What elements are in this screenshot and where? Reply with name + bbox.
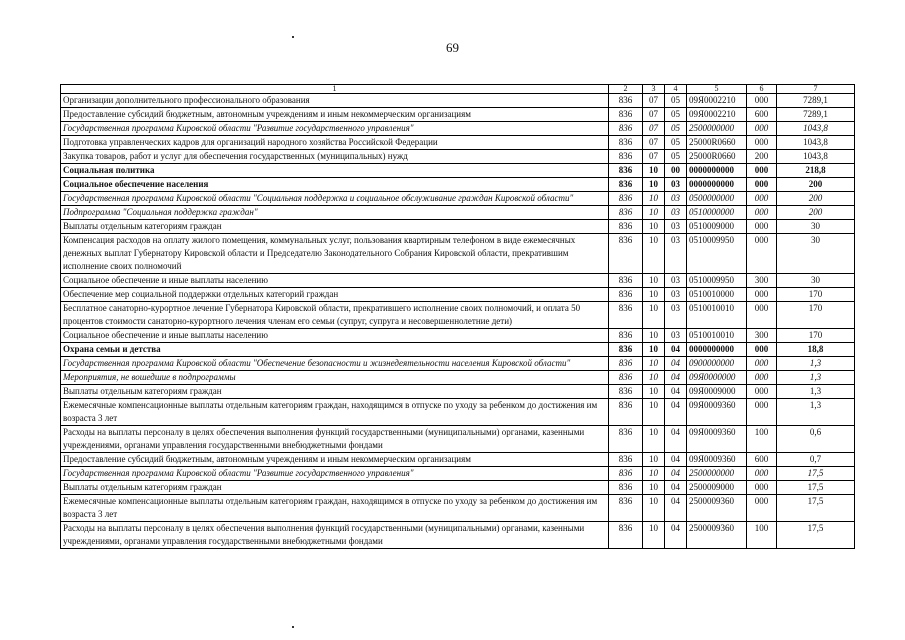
cell-expense-type: 000 — [747, 220, 777, 234]
cell-section: 10 — [643, 426, 665, 453]
cell-name: Мероприятия, не вошедшие в подпрограммы — [61, 371, 609, 385]
cell-expense-type: 000 — [747, 206, 777, 220]
cell-target-code: 09Я0009360 — [687, 399, 747, 426]
cell-expense-type: 000 — [747, 399, 777, 426]
cell-section: 10 — [643, 481, 665, 495]
table-row — [61, 136, 855, 150]
cell-target-code: 09Я0009360 — [687, 426, 747, 453]
cell-section: 10 — [643, 357, 665, 371]
cell-amount: 218,8 — [777, 164, 855, 178]
table-row — [61, 206, 855, 220]
cell-admin-code: 836 — [609, 481, 643, 495]
cell-section: 10 — [643, 234, 665, 274]
cell-expense-type: 300 — [747, 274, 777, 288]
scan-speck-top — [292, 36, 294, 38]
cell-admin-code: 836 — [609, 467, 643, 481]
cell-expense-type: 000 — [747, 385, 777, 399]
cell-name: Компенсация расходов на оплату жилого помещения, коммунальных услуг, пользования квартирным телефоном в виде ежемесячных денежных выплат Губернатору Кировской области и Председателю Законодательного Собрания Кировской области, прекратившим исполнение своих полномочий — [61, 234, 609, 274]
cell-admin-code: 836 — [609, 136, 643, 150]
cell-target-code: 0510009950 — [687, 274, 747, 288]
cell-name: Бесплатное санаторно-курортное лечение Губернатора Кировской области, прекратившего исполнение своих полномочий, и оплата 50 процентов стоимости санаторно-курортного лечения членам его семьи (супруг, супруга и несовершеннолетние дети) — [61, 302, 609, 329]
cell-section: 10 — [643, 522, 665, 549]
cell-amount: 1,3 — [777, 371, 855, 385]
cell-target-code: 09Я0002210 — [687, 94, 747, 108]
cell-subsection: 04 — [665, 522, 687, 549]
cell-admin-code: 836 — [609, 288, 643, 302]
table-row — [61, 371, 855, 385]
cell-admin-code: 836 — [609, 192, 643, 206]
cell-subsection: 05 — [665, 122, 687, 136]
cell-expense-type: 000 — [747, 467, 777, 481]
cell-section: 10 — [643, 371, 665, 385]
cell-amount: 1,3 — [777, 399, 855, 426]
cell-target-code: 09Я0002210 — [687, 108, 747, 122]
scan-speck-bottom — [292, 626, 294, 628]
cell-subsection: 05 — [665, 94, 687, 108]
budget-table — [60, 84, 855, 549]
cell-admin-code: 836 — [609, 371, 643, 385]
cell-amount: 170 — [777, 288, 855, 302]
cell-section: 10 — [643, 274, 665, 288]
cell-target-code: 0510000000 — [687, 206, 747, 220]
cell-amount: 17,5 — [777, 481, 855, 495]
cell-section: 07 — [643, 136, 665, 150]
cell-target-code: 0510010000 — [687, 288, 747, 302]
cell-expense-type: 000 — [747, 94, 777, 108]
cell-admin-code: 836 — [609, 357, 643, 371]
cell-admin-code: 836 — [609, 343, 643, 357]
cell-admin-code: 836 — [609, 495, 643, 522]
header-cell-6: 6 — [747, 85, 777, 94]
cell-subsection: 03 — [665, 178, 687, 192]
cell-admin-code: 836 — [609, 399, 643, 426]
cell-subsection: 04 — [665, 371, 687, 385]
cell-admin-code: 836 — [609, 522, 643, 549]
cell-target-code: 09Я0000000 — [687, 371, 747, 385]
cell-section: 07 — [643, 150, 665, 164]
cell-section: 10 — [643, 329, 665, 343]
cell-section: 10 — [643, 399, 665, 426]
cell-amount: 7289,1 — [777, 108, 855, 122]
cell-section: 10 — [643, 453, 665, 467]
cell-expense-type: 000 — [747, 495, 777, 522]
cell-target-code: 0500000000 — [687, 192, 747, 206]
cell-section: 10 — [643, 467, 665, 481]
cell-section: 10 — [643, 302, 665, 329]
cell-subsection: 04 — [665, 343, 687, 357]
cell-expense-type: 000 — [747, 164, 777, 178]
cell-admin-code: 836 — [609, 453, 643, 467]
cell-expense-type: 600 — [747, 108, 777, 122]
table-row — [61, 343, 855, 357]
cell-admin-code: 836 — [609, 385, 643, 399]
cell-target-code: 0000000000 — [687, 343, 747, 357]
cell-subsection: 05 — [665, 136, 687, 150]
cell-subsection: 04 — [665, 357, 687, 371]
cell-admin-code: 836 — [609, 220, 643, 234]
cell-subsection: 03 — [665, 329, 687, 343]
table-row — [61, 385, 855, 399]
cell-subsection: 05 — [665, 108, 687, 122]
table-row — [61, 302, 855, 329]
table-row — [61, 522, 855, 549]
cell-target-code: 0000000000 — [687, 164, 747, 178]
cell-amount: 1043,8 — [777, 136, 855, 150]
cell-name: Выплаты отдельным категориям граждан — [61, 385, 609, 399]
cell-expense-type: 300 — [747, 329, 777, 343]
table-row — [61, 192, 855, 206]
cell-subsection: 04 — [665, 426, 687, 453]
cell-target-code: 2500009360 — [687, 522, 747, 549]
header-cell-2: 2 — [609, 85, 643, 94]
table-row — [61, 467, 855, 481]
cell-admin-code: 836 — [609, 426, 643, 453]
cell-subsection: 04 — [665, 495, 687, 522]
cell-amount: 200 — [777, 192, 855, 206]
cell-subsection: 03 — [665, 206, 687, 220]
cell-subsection: 04 — [665, 453, 687, 467]
table-row — [61, 178, 855, 192]
cell-amount: 1043,8 — [777, 150, 855, 164]
cell-subsection: 03 — [665, 192, 687, 206]
cell-name: Расходы на выплаты персоналу в целях обеспечения выполнения функций государственными (муниципальными) органами, казенными учреждениями, органами управления государственными внебюджетными фондами — [61, 426, 609, 453]
cell-subsection: 03 — [665, 234, 687, 274]
cell-name: Организации дополнительного профессионального образования — [61, 94, 609, 108]
cell-subsection: 03 — [665, 274, 687, 288]
cell-section: 10 — [643, 164, 665, 178]
cell-target-code: 0000000000 — [687, 178, 747, 192]
cell-section: 07 — [643, 122, 665, 136]
cell-admin-code: 836 — [609, 108, 643, 122]
cell-section: 10 — [643, 220, 665, 234]
cell-target-code: 2500009000 — [687, 481, 747, 495]
cell-section: 07 — [643, 94, 665, 108]
cell-section: 10 — [643, 178, 665, 192]
table-row — [61, 94, 855, 108]
cell-name: Государственная программа Кировской области "Социальная поддержка и социальное обслуживание граждан Кировской области" — [61, 192, 609, 206]
cell-section: 10 — [643, 385, 665, 399]
cell-amount: 1,3 — [777, 357, 855, 371]
cell-expense-type: 000 — [747, 234, 777, 274]
cell-amount: 0,7 — [777, 453, 855, 467]
cell-target-code: 0510010010 — [687, 329, 747, 343]
cell-target-code: 2500000000 — [687, 122, 747, 136]
cell-admin-code: 836 — [609, 150, 643, 164]
cell-expense-type: 100 — [747, 426, 777, 453]
cell-name: Социальная политика — [61, 164, 609, 178]
page-number: 69 — [446, 40, 459, 55]
cell-amount: 170 — [777, 302, 855, 329]
cell-expense-type: 100 — [747, 522, 777, 549]
cell-amount: 7289,1 — [777, 94, 855, 108]
table-row — [61, 234, 855, 274]
cell-expense-type: 000 — [747, 192, 777, 206]
table-row — [61, 357, 855, 371]
cell-amount: 1043,8 — [777, 122, 855, 136]
cell-target-code: 25000R0660 — [687, 150, 747, 164]
cell-name: Предоставление субсидий бюджетным, автономным учреждениям и иным некоммерческим организациям — [61, 108, 609, 122]
cell-admin-code: 836 — [609, 234, 643, 274]
cell-expense-type: 000 — [747, 357, 777, 371]
table-row — [61, 122, 855, 136]
cell-name: Подпрограмма "Социальная поддержка граждан" — [61, 206, 609, 220]
cell-expense-type: 200 — [747, 150, 777, 164]
cell-name: Ежемесячные компенсационные выплаты отдельным категориям граждан, находящимся в отпуске по уходу за ребенком до достижения им возраста 3 лет — [61, 495, 609, 522]
cell-amount: 30 — [777, 274, 855, 288]
table-row — [61, 164, 855, 178]
cell-admin-code: 836 — [609, 329, 643, 343]
cell-target-code: 0510009950 — [687, 234, 747, 274]
cell-name: Подготовка управленческих кадров для организаций народного хозяйства Российской Федерации — [61, 136, 609, 150]
cell-name: Социальное обеспечение и иные выплаты населению — [61, 274, 609, 288]
cell-name: Социальное обеспечение населения — [61, 178, 609, 192]
cell-name: Расходы на выплаты персоналу в целях обеспечения выполнения функций государственными (муниципальными) органами, казенными учреждениями, органами управления государственными внебюджетными фондами — [61, 522, 609, 549]
cell-subsection: 04 — [665, 467, 687, 481]
cell-expense-type: 000 — [747, 178, 777, 192]
table-row — [61, 274, 855, 288]
cell-admin-code: 836 — [609, 206, 643, 220]
cell-target-code: 0510009000 — [687, 220, 747, 234]
cell-subsection: 04 — [665, 481, 687, 495]
cell-name: Предоставление субсидий бюджетным, автономным учреждениям и иным некоммерческим организациям — [61, 453, 609, 467]
cell-expense-type: 600 — [747, 453, 777, 467]
cell-amount: 0,6 — [777, 426, 855, 453]
cell-subsection: 03 — [665, 302, 687, 329]
table-row — [61, 426, 855, 453]
cell-name: Государственная программа Кировской области "Развитие государственного управления" — [61, 122, 609, 136]
cell-expense-type: 000 — [747, 481, 777, 495]
cell-name: Социальное обеспечение и иные выплаты населению — [61, 329, 609, 343]
header-cell-5: 5 — [687, 85, 747, 94]
cell-section: 10 — [643, 343, 665, 357]
header-cell-4: 4 — [665, 85, 687, 94]
cell-admin-code: 836 — [609, 164, 643, 178]
cell-subsection: 05 — [665, 150, 687, 164]
cell-admin-code: 836 — [609, 274, 643, 288]
table-row — [61, 399, 855, 426]
cell-section: 10 — [643, 192, 665, 206]
cell-amount: 30 — [777, 234, 855, 274]
cell-expense-type: 000 — [747, 371, 777, 385]
cell-expense-type: 000 — [747, 122, 777, 136]
cell-subsection: 00 — [665, 164, 687, 178]
header-cell-3: 3 — [643, 85, 665, 94]
cell-target-code: 25000R0660 — [687, 136, 747, 150]
cell-admin-code: 836 — [609, 302, 643, 329]
header-row — [61, 85, 855, 94]
cell-section: 10 — [643, 495, 665, 522]
cell-amount: 18,8 — [777, 343, 855, 357]
cell-amount: 30 — [777, 220, 855, 234]
cell-name: Закупка товаров, работ и услуг для обеспечения государственных (муниципальных) нужд — [61, 150, 609, 164]
cell-section: 10 — [643, 206, 665, 220]
cell-name: Охрана семьи и детства — [61, 343, 609, 357]
cell-subsection: 03 — [665, 220, 687, 234]
cell-subsection: 04 — [665, 385, 687, 399]
cell-name: Государственная программа Кировской области "Обеспечение безопасности и жизнедеятельности населения Кировской области" — [61, 357, 609, 371]
cell-target-code: 2500009360 — [687, 495, 747, 522]
table-row — [61, 108, 855, 122]
cell-expense-type: 000 — [747, 302, 777, 329]
table-row — [61, 150, 855, 164]
cell-expense-type: 000 — [747, 136, 777, 150]
cell-name: Ежемесячные компенсационные выплаты отдельным категориям граждан, находящимся в отпуске по уходу за ребенком до достижения им возраста 3 лет — [61, 399, 609, 426]
table-row — [61, 453, 855, 467]
cell-amount: 170 — [777, 329, 855, 343]
cell-admin-code: 836 — [609, 178, 643, 192]
table-row — [61, 481, 855, 495]
cell-amount: 17,5 — [777, 522, 855, 549]
cell-section: 07 — [643, 108, 665, 122]
table-row — [61, 495, 855, 522]
cell-admin-code: 836 — [609, 94, 643, 108]
cell-expense-type: 000 — [747, 343, 777, 357]
cell-amount: 17,5 — [777, 495, 855, 522]
cell-target-code: 0900000000 — [687, 357, 747, 371]
header-cell-1: 1 — [61, 85, 609, 94]
cell-name: Обеспечение мер социальной поддержки отдельных категорий граждан — [61, 288, 609, 302]
cell-section: 10 — [643, 288, 665, 302]
cell-target-code: 09Я0009000 — [687, 385, 747, 399]
table-row — [61, 329, 855, 343]
cell-admin-code: 836 — [609, 122, 643, 136]
cell-name: Выплаты отдельным категориям граждан — [61, 481, 609, 495]
table-row — [61, 220, 855, 234]
cell-amount: 1,3 — [777, 385, 855, 399]
cell-amount: 200 — [777, 178, 855, 192]
cell-name: Государственная программа Кировской области "Развитие государственного управления" — [61, 467, 609, 481]
table-row — [61, 288, 855, 302]
cell-name: Выплаты отдельным категориям граждан — [61, 220, 609, 234]
cell-amount: 200 — [777, 206, 855, 220]
cell-subsection: 03 — [665, 288, 687, 302]
cell-amount: 17,5 — [777, 467, 855, 481]
header-cell-7: 7 — [777, 85, 855, 94]
cell-expense-type: 000 — [747, 288, 777, 302]
cell-target-code: 2500000000 — [687, 467, 747, 481]
cell-target-code: 0510010010 — [687, 302, 747, 329]
cell-subsection: 04 — [665, 399, 687, 426]
cell-target-code: 09Я0009360 — [687, 453, 747, 467]
